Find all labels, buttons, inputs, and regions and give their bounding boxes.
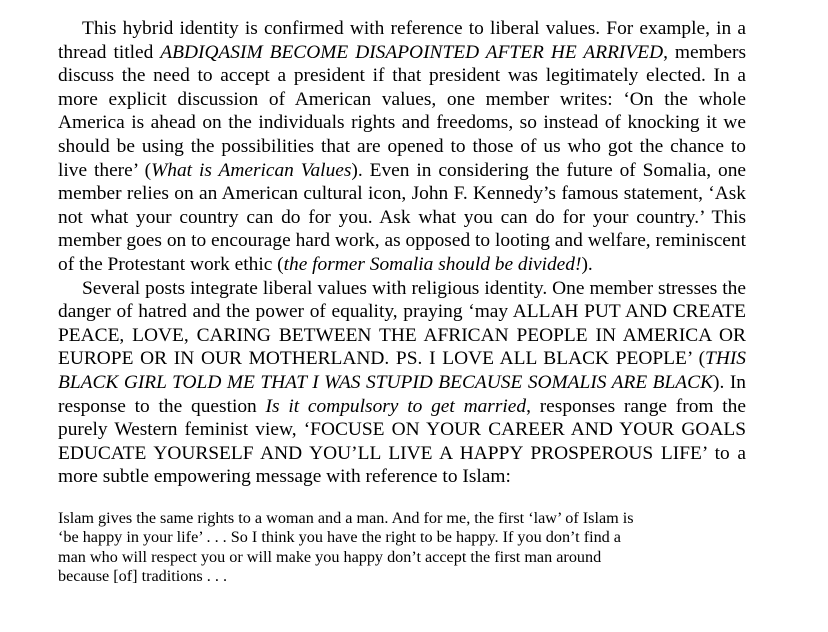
thread-title-american-values: What is American Values xyxy=(151,159,352,181)
block-quote-line: Islam gives the same rights to a woman and a man. And for me, the first ‘law’ of Islam is xyxy=(58,508,634,527)
paragraph2-sentence-1: Several posts integrate liberal values with religious identity. One member stresses the danger of hatred and the power of equality, praying ‘may ALLAH PUT AND CREATE PEACE, LOVE, CARING BETWEEN THE AFRICAN PEOPLE IN AMERICA OR EUROPE OR IN OUR MOTHERLAND. PS. I LOVE ALL BLACK PEOPLE’ ( xyxy=(58,277,746,370)
thread-title-abdiqasim: ABDIQASIM BECOME DISAPOINTED AFTER HE ARRIVED xyxy=(160,41,664,63)
paragraph2-sentence-2: ). In response to the question xyxy=(58,371,746,417)
paragraph1-sentence-2: , members discuss the need to accept a president if that president was legitimately elected. In a more explicit discussion of American values, one member writes: ‘On the whole America is ahead on the individuals rights and freedoms, so instead of knocking it we should be using the possibilities that are opened to those of us who got the chance to live there’ ( xyxy=(58,41,746,181)
paragraph2-sentence-3: , responses range from the purely Western feminist view, ‘FOCUSE ON YOUR CAREER AND YOUR GOALS EDUCATE YOURSELF AND YOU’LL LIVE A HAPPY PROSPEROUS LIFE’ to a more subtle empowering message with reference to Islam: xyxy=(58,395,746,488)
block-quote-line: man who will respect you or will make you happy don’t accept the first man around xyxy=(58,547,602,566)
block-quote-line: ‘be happy in your life’ . . . So I think you have the right to be happy. If you don’t find a xyxy=(58,528,621,547)
paragraph-religious-identity xyxy=(58,277,746,489)
thread-title-former-somalia: the former Somalia should be divided! xyxy=(283,253,582,275)
thread-title-black-girl: THIS BLACK GIRL TOLD ME THAT I WAS STUPID BECAUSE SOMALIS ARE BLACK xyxy=(58,348,746,393)
paragraph1-sentence-3: ). Even in considering the future of Somalia, one member relies on an American cultural icon, John F. Kennedy’s famous statement, ‘Ask not what your country can do for you. Ask what you can do for your country.’ This member goes on to encourage hard work, as opposed to looting and welfare, reminiscent of the Protestant work ethic ( xyxy=(58,159,746,275)
block-quote-line: because [of] traditions . . . xyxy=(58,567,228,586)
page-body xyxy=(58,17,746,587)
thread-title-compulsory-marriage: Is it compulsory to get married xyxy=(265,395,527,417)
block-quote-islam xyxy=(58,509,746,587)
paragraph-liberal-values xyxy=(58,17,746,277)
paragraph1-sentence-4: ). xyxy=(581,253,593,275)
paragraph1-sentence-1: This hybrid identity is confirmed with reference to liberal values. For example, in a thread titled xyxy=(58,18,746,63)
